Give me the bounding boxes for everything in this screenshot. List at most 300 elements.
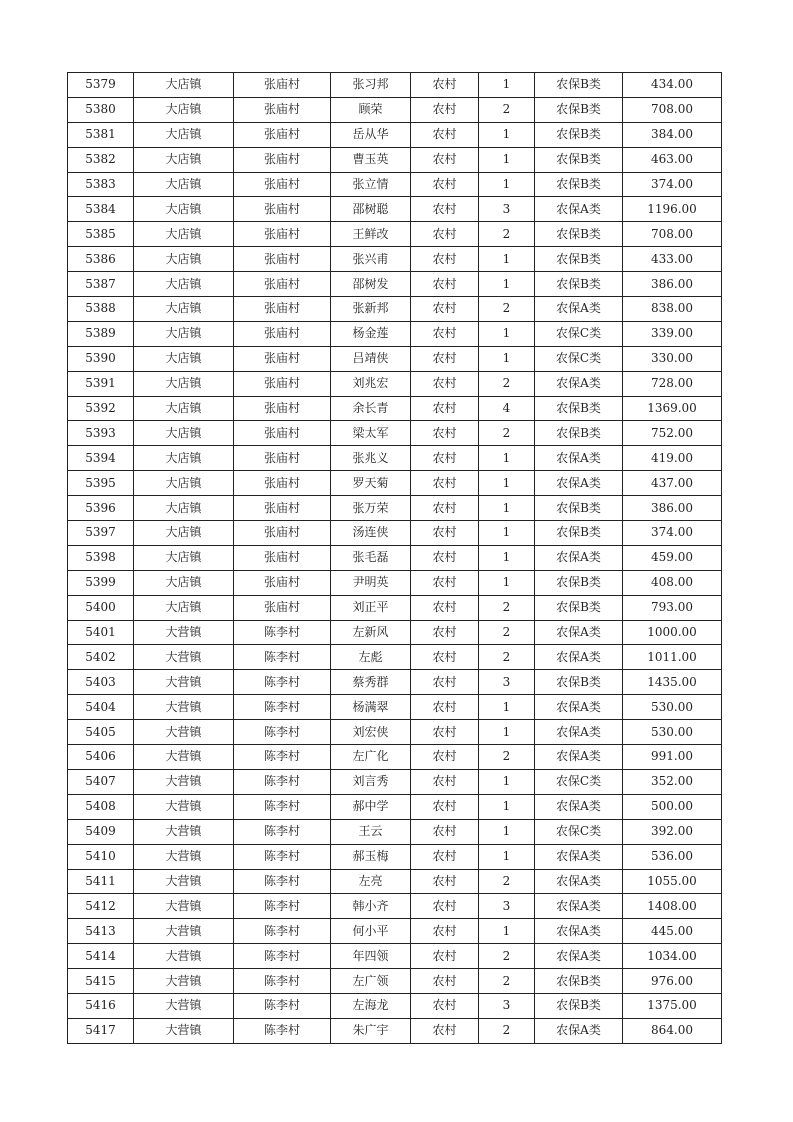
person-name-cell: 吕靖侠: [331, 346, 411, 371]
amount-cell: 838.00: [623, 297, 722, 322]
household-type-cell: 农村: [411, 695, 479, 720]
amount-cell: 500.00: [623, 794, 722, 819]
table-row: [68, 346, 722, 371]
amount-cell: 1000.00: [623, 620, 722, 645]
town-cell: 大店镇: [134, 396, 234, 421]
insurance-category-cell: 农保A类: [535, 869, 623, 894]
village-cell: 张庙村: [234, 222, 331, 247]
village-cell: 张庙村: [234, 247, 331, 272]
town-cell: 大营镇: [134, 769, 234, 794]
member-count-cell: 2: [479, 969, 535, 994]
person-name-cell: 邵树聪: [331, 197, 411, 222]
village-cell: 张庙村: [234, 172, 331, 197]
insurance-category-cell: 农保A类: [535, 944, 623, 969]
serial-number-cell: 5411: [68, 869, 134, 894]
amount-cell: 374.00: [623, 172, 722, 197]
household-type-cell: 农村: [411, 869, 479, 894]
household-type-cell: 农村: [411, 122, 479, 147]
insurance-category-cell: 农保B类: [535, 670, 623, 695]
insurance-category-cell: 农保B类: [535, 97, 623, 122]
serial-number-cell: 5410: [68, 844, 134, 869]
member-count-cell: 1: [479, 122, 535, 147]
household-type-cell: 农村: [411, 172, 479, 197]
person-name-cell: 汤连侠: [331, 521, 411, 546]
village-cell: 陈李村: [234, 819, 331, 844]
village-cell: 张庙村: [234, 122, 331, 147]
town-cell: 大店镇: [134, 471, 234, 496]
village-cell: 张庙村: [234, 371, 331, 396]
table-row: [68, 745, 722, 770]
person-name-cell: 朱广宇: [331, 1018, 411, 1043]
town-cell: 大店镇: [134, 496, 234, 521]
town-cell: 大营镇: [134, 944, 234, 969]
member-count-cell: 1: [479, 471, 535, 496]
person-name-cell: 郝中学: [331, 794, 411, 819]
village-cell: 陈李村: [234, 794, 331, 819]
household-type-cell: 农村: [411, 570, 479, 595]
table-row: [68, 670, 722, 695]
town-cell: 大营镇: [134, 993, 234, 1018]
amount-cell: 459.00: [623, 545, 722, 570]
village-cell: 陈李村: [234, 670, 331, 695]
amount-cell: 433.00: [623, 247, 722, 272]
village-cell: 陈李村: [234, 645, 331, 670]
household-type-cell: 农村: [411, 197, 479, 222]
amount-cell: 339.00: [623, 321, 722, 346]
amount-cell: 530.00: [623, 695, 722, 720]
member-count-cell: 2: [479, 222, 535, 247]
serial-number-cell: 5408: [68, 794, 134, 819]
serial-number-cell: 5402: [68, 645, 134, 670]
village-cell: 陈李村: [234, 869, 331, 894]
person-name-cell: 罗天菊: [331, 471, 411, 496]
village-cell: 陈李村: [234, 720, 331, 745]
person-name-cell: 余长青: [331, 396, 411, 421]
village-cell: 张庙村: [234, 496, 331, 521]
table-row: [68, 545, 722, 570]
amount-cell: 419.00: [623, 446, 722, 471]
person-name-cell: 左广化: [331, 745, 411, 770]
serial-number-cell: 5399: [68, 570, 134, 595]
serial-number-cell: 5380: [68, 97, 134, 122]
household-type-cell: 农村: [411, 371, 479, 396]
member-count-cell: 2: [479, 421, 535, 446]
person-name-cell: 年四领: [331, 944, 411, 969]
person-name-cell: 曹玉英: [331, 147, 411, 172]
table-row: [68, 122, 722, 147]
village-cell: 张庙村: [234, 346, 331, 371]
town-cell: 大营镇: [134, 969, 234, 994]
serial-number-cell: 5390: [68, 346, 134, 371]
household-type-cell: 农村: [411, 321, 479, 346]
member-count-cell: 1: [479, 521, 535, 546]
serial-number-cell: 5416: [68, 993, 134, 1018]
person-name-cell: 左广领: [331, 969, 411, 994]
amount-cell: 530.00: [623, 720, 722, 745]
member-count-cell: 1: [479, 570, 535, 595]
household-type-cell: 农村: [411, 545, 479, 570]
amount-cell: 991.00: [623, 745, 722, 770]
household-type-cell: 农村: [411, 620, 479, 645]
table-row: [68, 446, 722, 471]
table-row: [68, 620, 722, 645]
household-type-cell: 农村: [411, 993, 479, 1018]
insurance-category-cell: 农保B类: [535, 570, 623, 595]
village-cell: 张庙村: [234, 97, 331, 122]
village-cell: 陈李村: [234, 769, 331, 794]
serial-number-cell: 5387: [68, 272, 134, 297]
village-cell: 张庙村: [234, 471, 331, 496]
serial-number-cell: 5398: [68, 545, 134, 570]
amount-cell: 374.00: [623, 521, 722, 546]
insurance-category-cell: 农保A类: [535, 471, 623, 496]
table-row: [68, 172, 722, 197]
amount-cell: 1369.00: [623, 396, 722, 421]
village-cell: 张庙村: [234, 595, 331, 620]
town-cell: 大营镇: [134, 645, 234, 670]
member-count-cell: 1: [479, 446, 535, 471]
village-cell: 陈李村: [234, 745, 331, 770]
person-name-cell: 张兆义: [331, 446, 411, 471]
town-cell: 大店镇: [134, 371, 234, 396]
insurance-category-cell: 农保B类: [535, 421, 623, 446]
person-name-cell: 张习邦: [331, 73, 411, 98]
person-name-cell: 蔡秀群: [331, 670, 411, 695]
town-cell: 大店镇: [134, 73, 234, 98]
person-name-cell: 顾荣: [331, 97, 411, 122]
household-type-cell: 农村: [411, 645, 479, 670]
town-cell: 大营镇: [134, 819, 234, 844]
table-row: [68, 844, 722, 869]
town-cell: 大店镇: [134, 570, 234, 595]
town-cell: 大店镇: [134, 421, 234, 446]
household-type-cell: 农村: [411, 446, 479, 471]
insurance-category-cell: 农保B类: [535, 122, 623, 147]
household-type-cell: 农村: [411, 595, 479, 620]
amount-cell: 386.00: [623, 496, 722, 521]
serial-number-cell: 5386: [68, 247, 134, 272]
insurance-category-cell: 农保B类: [535, 595, 623, 620]
household-type-cell: 农村: [411, 1018, 479, 1043]
table-row: [68, 521, 722, 546]
serial-number-cell: 5385: [68, 222, 134, 247]
insurance-category-cell: 农保B类: [535, 521, 623, 546]
member-count-cell: 4: [479, 396, 535, 421]
table-row: [68, 197, 722, 222]
member-count-cell: 1: [479, 247, 535, 272]
person-name-cell: 何小平: [331, 919, 411, 944]
household-type-cell: 农村: [411, 844, 479, 869]
household-type-cell: 农村: [411, 97, 479, 122]
village-cell: 张庙村: [234, 421, 331, 446]
serial-number-cell: 5389: [68, 321, 134, 346]
village-cell: 陈李村: [234, 620, 331, 645]
serial-number-cell: 5412: [68, 894, 134, 919]
amount-cell: 708.00: [623, 97, 722, 122]
amount-cell: 1196.00: [623, 197, 722, 222]
amount-cell: 434.00: [623, 73, 722, 98]
amount-cell: 976.00: [623, 969, 722, 994]
person-name-cell: 左海龙: [331, 993, 411, 1018]
member-count-cell: 3: [479, 197, 535, 222]
serial-number-cell: 5417: [68, 1018, 134, 1043]
town-cell: 大店镇: [134, 147, 234, 172]
insurance-category-cell: 农保A类: [535, 919, 623, 944]
member-count-cell: 2: [479, 620, 535, 645]
insurance-category-cell: 农保A类: [535, 894, 623, 919]
person-name-cell: 梁太军: [331, 421, 411, 446]
member-count-cell: 2: [479, 745, 535, 770]
table-row: [68, 1018, 722, 1043]
serial-number-cell: 5400: [68, 595, 134, 620]
insurance-category-cell: 农保B类: [535, 147, 623, 172]
household-type-cell: 农村: [411, 471, 479, 496]
member-count-cell: 1: [479, 769, 535, 794]
amount-cell: 392.00: [623, 819, 722, 844]
member-count-cell: 1: [479, 819, 535, 844]
person-name-cell: 张兴甫: [331, 247, 411, 272]
insurance-category-cell: 农保A类: [535, 745, 623, 770]
member-count-cell: 1: [479, 844, 535, 869]
household-type-cell: 农村: [411, 346, 479, 371]
household-type-cell: 农村: [411, 794, 479, 819]
town-cell: 大店镇: [134, 197, 234, 222]
amount-cell: 752.00: [623, 421, 722, 446]
serial-number-cell: 5414: [68, 944, 134, 969]
town-cell: 大店镇: [134, 595, 234, 620]
table-row: [68, 919, 722, 944]
household-type-cell: 农村: [411, 720, 479, 745]
member-count-cell: 2: [479, 869, 535, 894]
table-row: [68, 421, 722, 446]
serial-number-cell: 5405: [68, 720, 134, 745]
member-count-cell: 1: [479, 147, 535, 172]
member-count-cell: 2: [479, 371, 535, 396]
town-cell: 大营镇: [134, 745, 234, 770]
town-cell: 大营镇: [134, 620, 234, 645]
serial-number-cell: 5383: [68, 172, 134, 197]
household-type-cell: 农村: [411, 222, 479, 247]
insurance-category-cell: 农保B类: [535, 272, 623, 297]
serial-number-cell: 5413: [68, 919, 134, 944]
serial-number-cell: 5397: [68, 521, 134, 546]
household-type-cell: 农村: [411, 521, 479, 546]
member-count-cell: 2: [479, 944, 535, 969]
amount-cell: 437.00: [623, 471, 722, 496]
amount-cell: 1435.00: [623, 670, 722, 695]
person-name-cell: 杨满翠: [331, 695, 411, 720]
village-cell: 张庙村: [234, 197, 331, 222]
table-row: [68, 595, 722, 620]
village-cell: 陈李村: [234, 1018, 331, 1043]
member-count-cell: 3: [479, 993, 535, 1018]
insurance-category-cell: 农保A类: [535, 695, 623, 720]
village-cell: 陈李村: [234, 919, 331, 944]
village-cell: 陈李村: [234, 993, 331, 1018]
table-row: [68, 247, 722, 272]
village-cell: 陈李村: [234, 969, 331, 994]
insurance-category-cell: 农保A类: [535, 197, 623, 222]
member-count-cell: 1: [479, 695, 535, 720]
household-type-cell: 农村: [411, 745, 479, 770]
town-cell: 大店镇: [134, 446, 234, 471]
member-count-cell: 2: [479, 297, 535, 322]
table-row: [68, 297, 722, 322]
member-count-cell: 2: [479, 645, 535, 670]
person-name-cell: 张毛磊: [331, 545, 411, 570]
serial-number-cell: 5401: [68, 620, 134, 645]
town-cell: 大营镇: [134, 720, 234, 745]
town-cell: 大店镇: [134, 272, 234, 297]
insurance-category-cell: 农保A类: [535, 297, 623, 322]
town-cell: 大店镇: [134, 122, 234, 147]
amount-cell: 1055.00: [623, 869, 722, 894]
village-cell: 张庙村: [234, 272, 331, 297]
insurance-category-cell: 农保B类: [535, 396, 623, 421]
serial-number-cell: 5382: [68, 147, 134, 172]
town-cell: 大营镇: [134, 869, 234, 894]
serial-number-cell: 5384: [68, 197, 134, 222]
member-count-cell: 1: [479, 272, 535, 297]
insurance-category-cell: 农保B类: [535, 73, 623, 98]
amount-cell: 793.00: [623, 595, 722, 620]
household-type-cell: 农村: [411, 944, 479, 969]
table-row: [68, 769, 722, 794]
insurance-category-cell: 农保A类: [535, 645, 623, 670]
table-row: [68, 570, 722, 595]
table-row: [68, 894, 722, 919]
village-cell: 陈李村: [234, 944, 331, 969]
table-row: [68, 496, 722, 521]
household-type-cell: 农村: [411, 819, 479, 844]
member-count-cell: 1: [479, 545, 535, 570]
serial-number-cell: 5393: [68, 421, 134, 446]
household-type-cell: 农村: [411, 297, 479, 322]
table-row: [68, 371, 722, 396]
serial-number-cell: 5404: [68, 695, 134, 720]
household-type-cell: 农村: [411, 272, 479, 297]
village-cell: 张庙村: [234, 73, 331, 98]
person-name-cell: 岳从华: [331, 122, 411, 147]
table-row: [68, 993, 722, 1018]
member-count-cell: 1: [479, 321, 535, 346]
table-row: [68, 720, 722, 745]
table-row: [68, 272, 722, 297]
person-name-cell: 郝玉梅: [331, 844, 411, 869]
town-cell: 大店镇: [134, 346, 234, 371]
amount-cell: 386.00: [623, 272, 722, 297]
town-cell: 大店镇: [134, 97, 234, 122]
member-count-cell: 2: [479, 1018, 535, 1043]
person-name-cell: 张万荣: [331, 496, 411, 521]
town-cell: 大店镇: [134, 222, 234, 247]
member-count-cell: 1: [479, 172, 535, 197]
household-type-cell: 农村: [411, 670, 479, 695]
insurance-category-cell: 农保A类: [535, 794, 623, 819]
table-row: [68, 969, 722, 994]
village-cell: 张庙村: [234, 396, 331, 421]
person-name-cell: 邵树发: [331, 272, 411, 297]
table-row: [68, 819, 722, 844]
household-type-cell: 农村: [411, 247, 479, 272]
insurance-category-cell: 农保B类: [535, 222, 623, 247]
insurance-category-cell: 农保A类: [535, 446, 623, 471]
serial-number-cell: 5379: [68, 73, 134, 98]
insurance-category-cell: 农保C类: [535, 346, 623, 371]
member-count-cell: 1: [479, 496, 535, 521]
person-name-cell: 刘宏侠: [331, 720, 411, 745]
amount-cell: 708.00: [623, 222, 722, 247]
member-count-cell: 1: [479, 794, 535, 819]
amount-cell: 1408.00: [623, 894, 722, 919]
insurance-category-cell: 农保A类: [535, 720, 623, 745]
town-cell: 大营镇: [134, 670, 234, 695]
serial-number-cell: 5394: [68, 446, 134, 471]
serial-number-cell: 5388: [68, 297, 134, 322]
member-count-cell: 3: [479, 670, 535, 695]
insurance-category-cell: 农保A类: [535, 844, 623, 869]
person-name-cell: 左亮: [331, 869, 411, 894]
town-cell: 大店镇: [134, 172, 234, 197]
insurance-category-cell: 农保B类: [535, 172, 623, 197]
village-cell: 张庙村: [234, 521, 331, 546]
village-cell: 张庙村: [234, 321, 331, 346]
table-row: [68, 645, 722, 670]
insurance-category-cell: 农保A类: [535, 371, 623, 396]
member-count-cell: 1: [479, 919, 535, 944]
amount-cell: 1034.00: [623, 944, 722, 969]
insurance-category-cell: 农保B类: [535, 247, 623, 272]
household-type-cell: 农村: [411, 769, 479, 794]
serial-number-cell: 5407: [68, 769, 134, 794]
person-name-cell: 刘兆宏: [331, 371, 411, 396]
household-type-cell: 农村: [411, 969, 479, 994]
person-name-cell: 韩小齐: [331, 894, 411, 919]
person-name-cell: 张新邦: [331, 297, 411, 322]
table-row: [68, 222, 722, 247]
insurance-category-cell: 农保C类: [535, 321, 623, 346]
town-cell: 大营镇: [134, 894, 234, 919]
roster-table: [67, 72, 722, 1044]
member-count-cell: 1: [479, 720, 535, 745]
village-cell: 陈李村: [234, 844, 331, 869]
serial-number-cell: 5391: [68, 371, 134, 396]
amount-cell: 384.00: [623, 122, 722, 147]
member-count-cell: 1: [479, 73, 535, 98]
person-name-cell: 刘正平: [331, 595, 411, 620]
amount-cell: 864.00: [623, 1018, 722, 1043]
table-row: [68, 471, 722, 496]
town-cell: 大店镇: [134, 297, 234, 322]
town-cell: 大店镇: [134, 545, 234, 570]
table-row: [68, 73, 722, 98]
amount-cell: 352.00: [623, 769, 722, 794]
amount-cell: 536.00: [623, 844, 722, 869]
serial-number-cell: 5409: [68, 819, 134, 844]
village-cell: 张庙村: [234, 297, 331, 322]
village-cell: 张庙村: [234, 147, 331, 172]
table-row: [68, 869, 722, 894]
table-row: [68, 396, 722, 421]
member-count-cell: 2: [479, 97, 535, 122]
village-cell: 陈李村: [234, 695, 331, 720]
serial-number-cell: 5392: [68, 396, 134, 421]
person-name-cell: 刘言秀: [331, 769, 411, 794]
person-name-cell: 杨金莲: [331, 321, 411, 346]
serial-number-cell: 5396: [68, 496, 134, 521]
village-cell: 张庙村: [234, 446, 331, 471]
town-cell: 大店镇: [134, 247, 234, 272]
